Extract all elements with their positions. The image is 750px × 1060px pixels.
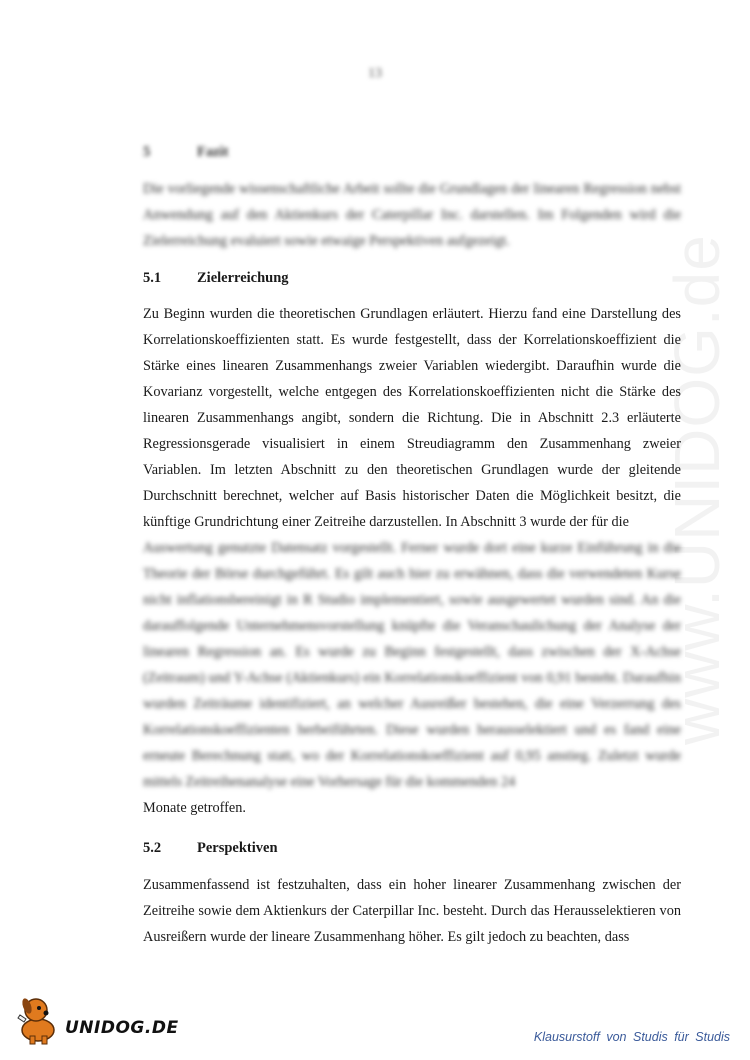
footer-slogan: Klausurstoff von Studis für Studis xyxy=(533,1030,730,1044)
zielerreichung-paragraph-blurred: Auswertung genutzte Datensatz vorgestellt. Ferner wurde dort eine kurze Einführung in die Theorie der Börse durchgeführt. Es gilt auch hier zu erwähnen, dass die verwendeten Kurse nicht inflationsbereinigt in R Studio implementiert, sowie ausgewertet wurden sind. An die darauffolgende Unternehmensvorstellung knüpfte die Veranschaulichung der Analyse der linearen Regression an. Es wurde zu Beginn festgestellt, dass zwischen der X-Achse (Zeitraum) und Y-Achse (Aktienkurs) ein Korrelationskoeffizient von 0,91 besteht. Daraufhin wurden Zeiträume identifiziert, an welcher Ausreißer bestehen, die eine Verzerrung des Korrelationskoeffizienten herbeiführten. Diese wurden herausselektiert und es fand eine erneute Berechnung statt, wo der Korrelationskoeffizient auf 0,95 anstieg. Zuletzt wurde mittels Zeitreihenanalyse eine Vorhersage für die kommenden 24 xyxy=(143,540,681,790)
section-number: 5.2 xyxy=(143,840,162,856)
dog-mascot-icon xyxy=(10,988,70,1050)
unidog-logo[interactable] xyxy=(10,988,179,1050)
section-heading-fazit xyxy=(143,144,228,161)
zielerreichung-paragraph-end: Monate getroffen. xyxy=(143,800,246,816)
zielerreichung-paragraph-visible: Zu Beginn wurden die theoretischen Grundlagen erläutert. Hierzu fand eine Darstellung des Korrelationskoeffizienten statt. Es wurde festgestellt, dass der Korrelationskoeffizient die Stärke eines linearen Zusammenhangs zweier Variablen wiedergibt. Daraufhin wurde die Kovarianz vorgestellt, welche entgegen des Korrelationskoeffizienten nicht die Stärke des linearen Zusammenhangs angibt, sondern die Richtung. Die in Abschnitt 2.3 erläuterte Regressionsgerade visualisiert in einem Streudiagramm den Zusammenhang zweier Variablen. Im letzten Abschnitt zu den theoretischen Grundlagen wurde der gleitende Durchschnitt berechnet, welcher auf Basis historischer Daten die Möglichkeit besitzt, die künftige Grundrichtung einer Zeitreihe darzustellen. In Abschnitt 3 wurde der für die xyxy=(143,306,681,530)
section-number: 5.1 xyxy=(143,270,162,286)
fazit-intro-paragraph: Die vorliegende wissenschaftliche Arbeit sollte die Grundlagen der linearen Regression nebst Anwendung auf den Aktienkurs der Caterpillar Inc. darstellen. Im Folgenden wird die Zielerreichung evaluiert sowie etwaige Perspektiven aufgezeigt. xyxy=(143,181,681,249)
section-title: Perspektiven xyxy=(197,840,278,856)
perspektiven-paragraph: Zusammenfassend ist festzuhalten, dass ein hoher linearer Zusammenhang zwischen der Zeitreihe sowie dem Aktienkurs der Caterpillar Inc. besteht. Durch das Herausselektieren von Ausreißern wurde der lineare Zusammenhang höher. Es gilt jedoch zu beachten, dass xyxy=(143,877,681,945)
section-number: 5 xyxy=(143,144,151,160)
logo-text: UNIDOG.DE xyxy=(65,1018,179,1038)
section-title: Zielerreichung xyxy=(197,270,289,286)
page-number: 13 xyxy=(368,66,382,81)
watermark-text: www.UNIDOG.de xyxy=(661,234,733,745)
section-heading-perspektiven xyxy=(143,840,278,857)
section-heading-zielerreichung xyxy=(143,270,289,287)
section-title: Fazit xyxy=(197,144,229,160)
